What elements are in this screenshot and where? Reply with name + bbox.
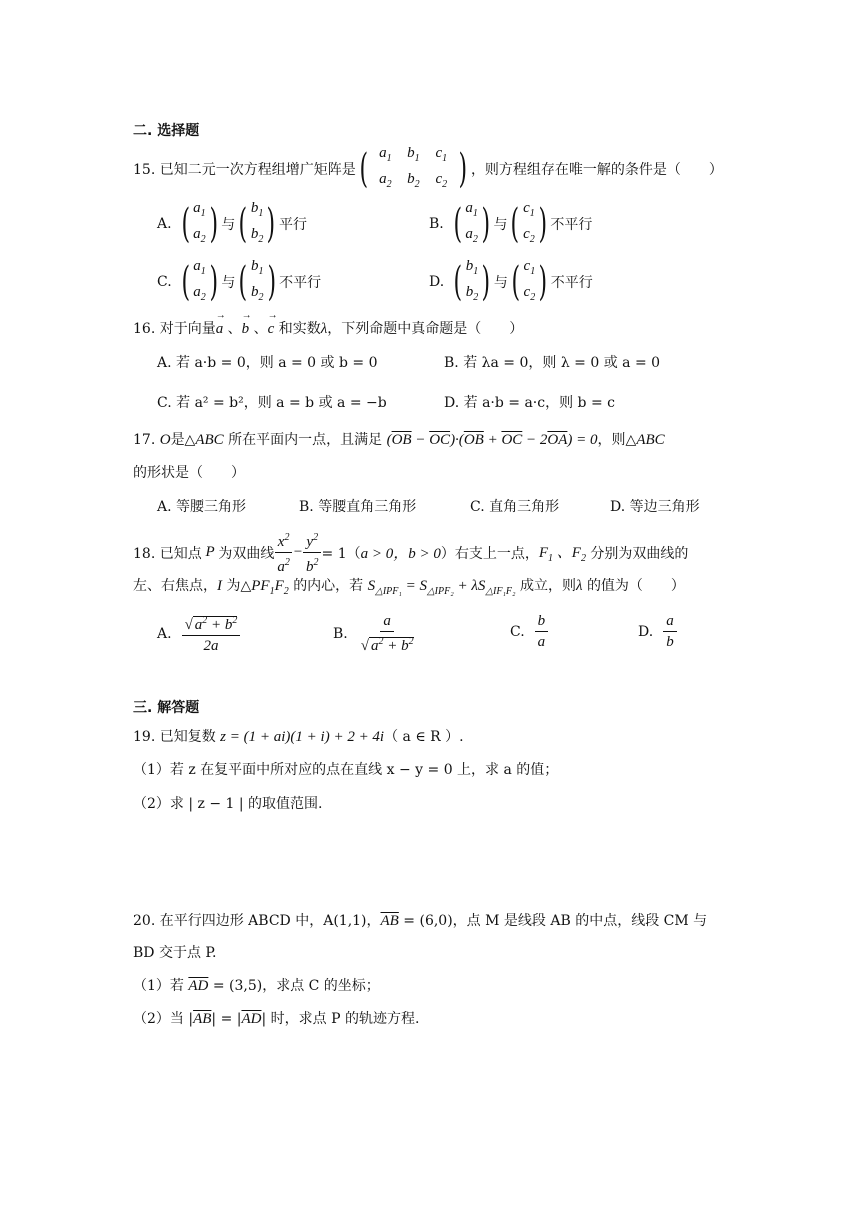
question-17-line1: 17. O是△ABC 所在平面内一点，且满足 $(\overline{OB} - \overline{OC})\cdot(\overline{OB} + \overline{OC} - 2\overline{OA}) = 0$，则△ABC: [133, 432, 665, 448]
q15-option-b: B. ( $a_1$ $a_2$ ) 与 ( $c_1$ $c_2$ ) 不平行: [429, 200, 593, 247]
augmented-matrix: ( $a_1$ $b_1$ $c_1$ $a_2$ $b_2$ $c_2$ ): [359, 145, 468, 192]
q17-option-b: B. 等腰直角三角形: [299, 499, 417, 515]
q18-option-a: A. $\frac{√ a^2 + b^2}{2a}$: [157, 611, 240, 656]
q15-stem-tail: ，则方程组存在唯一解的条件是（ ）: [470, 162, 723, 178]
q18-option-d: D. $\frac{a}{b}$: [638, 611, 677, 652]
question-20-part2: （2）当 $|\overline{AB}| = |\overline{AD}|$ 时，求点 P 的轨迹方程.: [133, 1011, 420, 1027]
q17-option-d: D. 等边三角形: [610, 499, 700, 515]
question-19-stem: 19. 已知复数 z = (1 + ai)(1 + i) + 2 + 4i（ a ∈ R ）.: [133, 729, 464, 745]
q15-option-a: A. ( $a_1$ $a_2$ ) 与 ( $b_1$ $b_2$ ) 平行: [157, 200, 307, 247]
q16-option-a: A. 若 a·b = 0，则 a = 0 或 b = 0: [157, 355, 378, 371]
section-heading-choice: 二. 选择题: [133, 123, 200, 139]
question-19-part1: （1）若 z 在复平面中所对应的点在直线 x − y = 0 上，求 a 的值；: [133, 762, 559, 778]
question-15-stem: [133, 143, 723, 195]
q16-option-b: B. 若 λa = 0，则 λ = 0 或 a = 0: [444, 355, 661, 371]
question-20-line2: BD 交于点 P.: [133, 945, 217, 961]
q15-stem-text: 15. 已知二元一次方程组增广矩阵是: [133, 162, 356, 178]
q17-option-a: A. 等腰三角形: [157, 499, 247, 515]
question-18-line1: 18. 已知点 P 为双曲线 $\frac{x^2}{a^2}$ − $\frac{y^2}{b^2}$ = 1（ a > 0，b > 0 ）右支上一点， $F_1$ 、$F_2$ 分别为双曲线的: [133, 528, 688, 577]
q18-option-c: C. $\frac{b}{a}$: [510, 611, 548, 652]
q16-option-c: C. 若 a² = b²，则 a = b 或 a = −b: [157, 395, 387, 411]
q18-option-b: B. $\frac{a}{√ a^2 + b^2}$: [333, 613, 414, 654]
q16-option-d: D. 若 a·b = a·c，则 b = c: [444, 395, 615, 411]
question-18-line2: 左、右焦点，I 为$\triangle PF_1F_2$ 的内心，若 $S_{\triangle IPF_1} = S_{\triangle IPF_2} + \lambda S_{\triangle IF_1F_2}$ 成立，则λ 的值为（ ）: [133, 578, 685, 597]
question-20-part1: （1）若 $\overline{AD} = (3,5)$，求点 C 的坐标；: [133, 978, 380, 994]
q15-option-d: D. ( $b_1$ $b_2$ ) 与 ( $c_1$ $c_2$ ) 不平行: [429, 258, 593, 305]
question-19-part2: （2）求 | z − 1 | 的取值范围.: [133, 796, 323, 812]
question-17-line2: 的形状是（ ）: [133, 465, 245, 481]
q17-option-c: C. 直角三角形: [470, 499, 560, 515]
question-20-line1: 20. 在平行四边形 ABCD 中，A(1,1)，$\overline{AB} = (6,0)$，点 M 是线段 AB 的中点，线段 CM 与: [133, 913, 708, 929]
q15-option-c: C. ( $a_1$ $a_2$ ) 与 ( $b_1$ $b_2$ ) 不平行: [157, 258, 322, 305]
section-heading-answer: 三. 解答题: [133, 700, 200, 716]
question-16-stem: 16. 对于向量→ a 、→ b 、→ c 和实数λ，下列命题中真命题是（ ）: [133, 318, 523, 338]
